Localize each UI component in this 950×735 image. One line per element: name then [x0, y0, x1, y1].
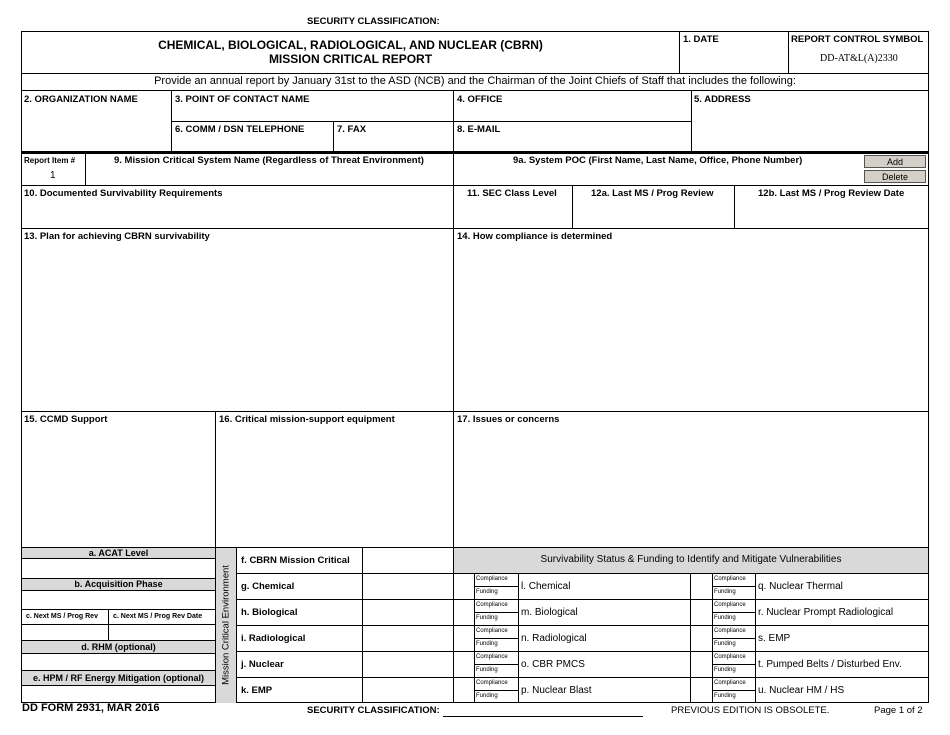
poc-name-field[interactable] — [173, 106, 451, 120]
env-field-k[interactable] — [364, 679, 452, 702]
surv-item-r: r. Nuclear Prompt Radiological — [758, 607, 894, 618]
surv-item-l: l. Chemical — [521, 581, 571, 592]
funding-label-r: Funding — [714, 615, 736, 621]
env-field-f[interactable] — [364, 549, 452, 572]
compliance-label-p: Compliance — [476, 680, 508, 686]
funding-label-o: Funding — [476, 667, 498, 673]
rcs-value: DD-AT&L(A)2330 — [820, 53, 898, 64]
surv-item-t: t. Pumped Belts / Disturbed Env. — [758, 659, 902, 670]
report-item-number: 1 — [50, 170, 56, 181]
environment-vertical-label: Mission Critical Environment — [220, 565, 232, 685]
support-row — [21, 411, 929, 548]
office-label: 4. OFFICE — [457, 94, 503, 105]
poc-name-label: 3. POINT OF CONTACT NAME — [175, 94, 310, 105]
compliance-label-n: Compliance — [476, 628, 508, 634]
email-field[interactable] — [455, 136, 689, 150]
org-name-field[interactable] — [23, 106, 169, 150]
status-field-l[interactable] — [455, 575, 473, 597]
next-ms-date-label: c. Next MS / Prog Rev Date — [113, 613, 203, 620]
date-field[interactable] — [681, 46, 787, 72]
compliance-label-u: Compliance — [714, 680, 746, 686]
survivability-header: Survivability Status & Funding to Identify and Mitigate Vulnerabilities — [540, 554, 842, 565]
acq-phase-field[interactable] — [23, 592, 213, 608]
env-item-g: g. Chemical — [241, 581, 295, 592]
status-field-p[interactable] — [455, 679, 473, 701]
compliance-label-r: Compliance — [714, 602, 746, 608]
last-ms-label: 12a. Last MS / Prog Review — [591, 188, 714, 199]
funding-label-p: Funding — [476, 693, 498, 699]
status-field-q[interactable] — [692, 575, 711, 597]
issues-label: 17. Issues or concerns — [457, 414, 560, 425]
next-ms-field[interactable] — [23, 625, 107, 639]
env-item-h: h. Biological — [241, 607, 298, 618]
compliance-label-o: Compliance — [476, 654, 508, 660]
system-poc-label: 9a. System POC (First Name, Last Name, Office, Phone Number) — [513, 155, 803, 166]
last-ms-date-label: 12b. Last MS / Prog Review Date — [758, 188, 905, 199]
status-field-r[interactable] — [692, 601, 711, 623]
page-number: Page 1 of 2 — [874, 705, 923, 716]
telephone-label: 6. COMM / DSN TELEPHONE — [175, 124, 305, 135]
telephone-field[interactable] — [173, 136, 331, 150]
status-field-m[interactable] — [455, 601, 473, 623]
security-classification-bottom: SECURITY CLASSIFICATION: — [307, 705, 440, 716]
fax-field[interactable] — [335, 136, 451, 150]
compliance-label-m: Compliance — [476, 602, 508, 608]
compliance-label-q: Compliance — [714, 576, 746, 582]
next-ms-date-field[interactable] — [110, 625, 214, 639]
compliance-label-s: Compliance — [714, 628, 746, 634]
env-field-i[interactable] — [364, 627, 452, 650]
ccmd-label: 15. CCMD Support — [24, 414, 108, 425]
status-field-u[interactable] — [692, 679, 711, 701]
rhm-field[interactable] — [23, 655, 213, 669]
status-field-n[interactable] — [455, 627, 473, 649]
org-name-label: 2. ORGANIZATION NAME — [24, 94, 138, 105]
rcs-label: REPORT CONTROL SYMBOL — [791, 34, 924, 45]
obsolete-notice: PREVIOUS EDITION IS OBSOLETE. — [671, 705, 830, 716]
funding-label-u: Funding — [714, 693, 736, 699]
funding-label-t: Funding — [714, 667, 736, 673]
env-field-g[interactable] — [364, 575, 452, 598]
report-item-label: Report Item # — [24, 156, 76, 165]
hpm-field[interactable] — [23, 687, 213, 701]
env-item-i: i. Radiological — [241, 633, 306, 644]
acat-label: a. ACAT Level — [88, 548, 149, 558]
funding-label-q: Funding — [714, 589, 736, 595]
address-field[interactable] — [693, 106, 927, 150]
status-field-t[interactable] — [692, 653, 711, 675]
office-field[interactable] — [455, 106, 689, 120]
rhm-label: d. RHM (optional) — [81, 642, 156, 652]
acat-field[interactable] — [23, 560, 213, 576]
date-label: 1. DATE — [683, 34, 719, 45]
plan-row — [21, 228, 929, 412]
fax-label: 7. FAX — [337, 124, 367, 135]
delete-button[interactable]: Delete — [864, 170, 926, 183]
surv-item-m: m. Biological — [521, 607, 578, 618]
env-item-j: j. Nuclear — [241, 659, 284, 670]
env-field-h[interactable] — [364, 601, 452, 624]
surv-item-s: s. EMP — [758, 633, 791, 644]
status-field-s[interactable] — [692, 627, 711, 649]
address-label: 5. ADDRESS — [694, 94, 751, 105]
form-id: DD FORM 2931, MAR 2016 — [22, 702, 160, 714]
hpm-label: e. HPM / RF Energy Mitigation (optional) — [33, 673, 204, 683]
surv-item-p: p. Nuclear Blast — [521, 685, 592, 696]
surv-item-n: n. Radiological — [521, 633, 587, 644]
security-classification-line — [443, 716, 643, 717]
next-ms-label: c. Next MS / Prog Rev — [26, 613, 98, 620]
surv-item-u: u. Nuclear HM / HS — [758, 685, 845, 696]
survivability-req-label: 10. Documented Survivability Requirements — [24, 188, 223, 199]
surv-item-q: q. Nuclear Thermal — [758, 581, 843, 592]
funding-label-l: Funding — [476, 589, 498, 595]
add-button[interactable]: Add — [864, 155, 926, 168]
instruction-text: Provide an annual report by January 31st to the ASD (NCB) and the Chairman of the Joint Chiefs of Staff that includes the following: — [154, 75, 796, 87]
compliance-label: 14. How compliance is determined — [457, 231, 613, 242]
surv-item-o: o. CBR PMCS — [521, 659, 585, 670]
system-name-label: 9. Mission Critical System Name (Regardless of Threat Environment) — [114, 155, 424, 166]
compliance-label-t: Compliance — [714, 654, 746, 660]
env-item-f: f. CBRN Mission Critical — [241, 555, 350, 566]
equipment-label: 16. Critical mission-support equipment — [219, 414, 395, 425]
email-label: 8. E-MAIL — [457, 124, 501, 135]
form-title: CHEMICAL, BIOLOGICAL, RADIOLOGICAL, AND NUCLEAR (CBRN) MISSION CRITICAL REPORT — [158, 38, 543, 66]
funding-label-s: Funding — [714, 641, 736, 647]
plan-label: 13. Plan for achieving CBRN survivability — [24, 231, 210, 242]
acq-phase-label: b. Acquisition Phase — [74, 579, 163, 589]
compliance-label-l: Compliance — [476, 576, 508, 582]
sec-class-label: 11. SEC Class Level — [467, 188, 557, 199]
funding-label-m: Funding — [476, 615, 498, 621]
status-field-o[interactable] — [455, 653, 473, 675]
env-field-j[interactable] — [364, 653, 452, 676]
funding-label-n: Funding — [476, 641, 498, 647]
security-classification-top: SECURITY CLASSIFICATION: — [307, 16, 440, 27]
env-item-k: k. EMP — [241, 685, 273, 696]
